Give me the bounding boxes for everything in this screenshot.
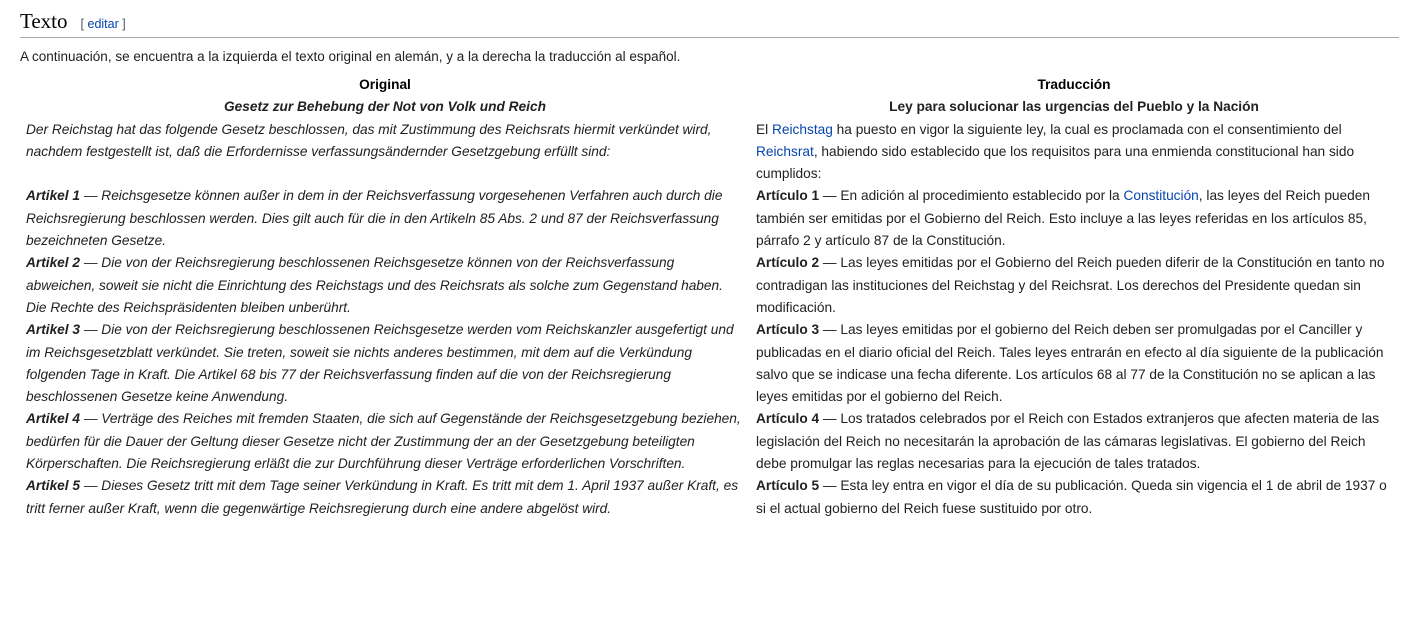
article-5-original: Artikel 5 — Dieses Gesetz tritt mit dem Tage seiner Verkündung in Kraft. Es tritt mit dem 1. April 1937 außer Kraft, es tritt ferner außer Kraft, wenn die gegenwärtige Reichsregierung durch eine andere abgelöst wird. — [26, 478, 739, 516]
link-reichsrat[interactable]: Reichsrat — [756, 143, 814, 159]
article-3-original: Artikel 3 — Die von der Reichsregierung beschlossenen Reichsgesetze werden vom Reichskanzler ausgefertigt und im Reichsgesetzblatt verkündet. Sie treten, soweit sie nichts anderes bestimmen, mit dem auf die Verkündung folgenden Tage in Kraft. Die Artikel 68 bis 77 der Reichsverfassung finden auf die von der Reichsregierung beschlossenen Gesetze keine Anwendung. — [26, 322, 734, 405]
section-heading — [20, 8, 1399, 38]
article-4-translation: Artículo 4 — Los tratados celebrados por el Reich con Estados extranjeros que afecten materia de las legislación del Reich no necesitarán la aprobación de las cámaras legislativas. El gobierno del Reich debe promulgar las reglas necesarias para la ejecución de tales tratados. — [756, 411, 1380, 472]
link-constitucion[interactable]: Constitución — [1123, 188, 1199, 204]
law-title-translation: Ley para solucionar las urgencias del Pueblo y la Nación — [889, 99, 1259, 115]
edit-section-link[interactable]: editar — [87, 17, 119, 31]
edit-bracket-open: [ — [80, 17, 85, 31]
article-2-original: Artikel 2 — Die von der Reichsregierung beschlossenen Reichsgesetze können von der Reichsverfassung abweichen, soweit sie nicht die Einrichtung des Reichstags und des Reichsrats als solche zum Gegenstand haben. Die Rechte des Reichspräsidenten bleiben unberührt. — [26, 255, 723, 315]
article-1-translation: Artículo 1 — En adición al procedimiento establecido por la Constitución, las leyes del Reich pueden también ser emitidas por el Gobierno del Reich. Esto incluye a las leyes referidas en los artículos 85, párrafo 2 y artículo 87 de la Constitución. — [756, 188, 1370, 249]
article-4-original: Artikel 4 — Verträge des Reiches mit fremden Staaten, die sich auf Gegenstände der Reichsgesetzgebung beziehen, bedürfen für die Dauer der Geltung dieser Gesetze nicht der Zustimmung der an der Gesetzgebung beteiligten Körperschaften. Die Reichsregierung erläßt die zur Durchführung dieser Verträge erforderlichen Vorschriften. — [26, 411, 741, 472]
law-text-table — [20, 74, 1398, 520]
preamble-translation: El Reichstag ha puesto en vigor la siguiente ley, la cual es proclamada con el consentimiento del Reichsrat, habiendo sido establecido que los requisitos para una enmienda constitucional han sido cumplidos: — [756, 121, 1355, 182]
article-3-translation: Artículo 3 — Las leyes emitidas por el gobierno del Reich deben ser promulgadas por el Canciller y publicadas en el diario oficial del Reich. Tales leyes entrarán en efecto al día siguiente de la publicación salvo que se indicase una fecha diferente. Los artículos 68 al 77 de la Constitución no se aplican a las leyes emitidas por el gobierno del Reich. — [756, 322, 1384, 405]
column-header-original: Original — [359, 77, 411, 92]
edit-bracket-close: ] — [122, 17, 126, 31]
article-2-translation: Artículo 2 — Las leyes emitidas por el Gobierno del Reich pueden diferir de la Constitución en tanto no contradigan las instituciones del Reichstag y del Reichsrat. Los derechos del Presidente quedan sin modificación. — [756, 255, 1385, 315]
law-title-original: Gesetz zur Behebung der Not von Volk und Reich — [224, 99, 546, 115]
article-5-translation: Artículo 5 — Esta ley entra en vigor el día de su publicación. Queda sin vigencia el 1 de abril de 1937 o si el actual gobierno del Reich fuese sustituido por otro. — [756, 478, 1387, 516]
article-content — [0, 8, 1414, 520]
section-title: Texto — [20, 9, 68, 33]
preamble-original: Der Reichstag hat das folgende Gesetz beschlossen, das mit Zustimmung des Reichsrats hiermit verkündet wird, nachdem festgestellt ist, daß die Erfordernisse verfassungsändernder Gesetzgebung erfüllt sind: — [26, 121, 712, 159]
link-reichstag[interactable]: Reichstag — [771, 121, 833, 137]
article-1-original: Artikel 1 — Reichsgesetze können außer in dem in der Reichsverfassung vorgesehenen Verfahren auch durch die Reichsregierung beschlossen werden. Dies gilt auch für die in den Artikeln 85 Abs. 2 und 87 der Reichsverfassung bezeichneten Gesetze. — [26, 188, 723, 249]
intro-paragraph: A continuación, se encuentra a la izquierda el texto original en alemán, y a la derecha la traducción al español. — [20, 49, 681, 64]
column-header-translation: Traducción — [1037, 77, 1111, 92]
edit-section-link-wrapper — [81, 17, 126, 31]
